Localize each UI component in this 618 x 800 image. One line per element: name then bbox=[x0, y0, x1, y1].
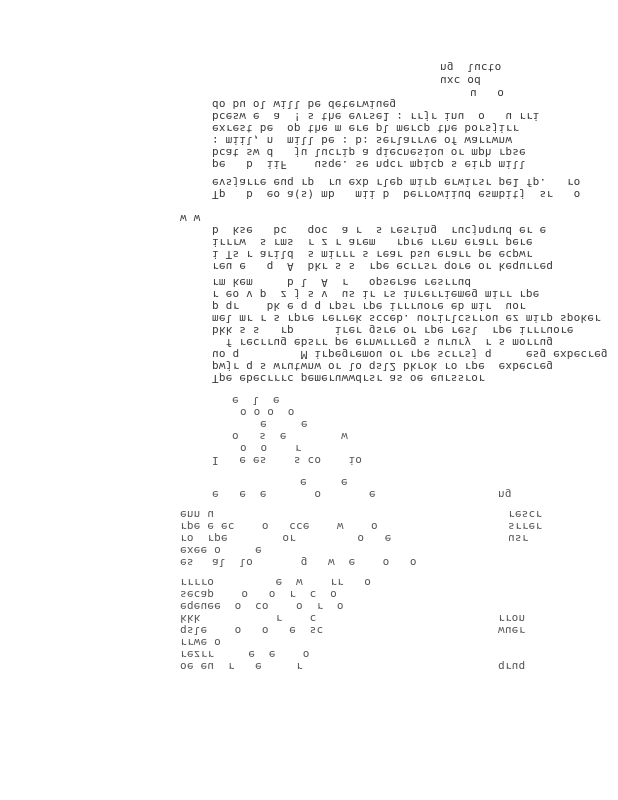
text-line: f recrrug ebsrr pe ernwrrreg s urury r s morrug bbox=[212, 336, 554, 349]
text-line: wuer bbox=[498, 624, 526, 637]
text-line: b kse bc qoc a r s resring rucjnqrud er e bbox=[212, 224, 547, 237]
text-line: irrrw s rms r z r arem rpre rren erarr pere bbox=[212, 236, 533, 249]
text-line: srrer bbox=[508, 520, 543, 533]
text-line: es bbox=[180, 556, 194, 569]
text-line: ng lucto bbox=[440, 61, 502, 74]
text-line: e e bbox=[300, 476, 348, 489]
text-line: Tpe ebecrrrc pemeruwwdrsr as oe eurssror bbox=[212, 372, 485, 385]
text-line: rescr bbox=[508, 508, 543, 521]
text-line: evsjarre euq rp ru exb rlep mirp erwirsr pe1 fp. ro bbox=[212, 176, 581, 189]
text-line: e l e bbox=[232, 394, 280, 407]
text-line: qruq bbox=[498, 660, 526, 673]
text-line: ng bbox=[498, 488, 512, 501]
text-line: r eo v p z j s v us ir rs inrerriemeg mirr rpe bbox=[212, 288, 540, 301]
text-line: bcesw e a ! s the evrse1 : rrjr inu o u rri bbox=[212, 110, 540, 123]
text-line: pwjr q s wrutwnw or lo qsl2 bkrok ro rpe exbecreg bbox=[212, 360, 554, 373]
text-line: bcat sw d ju lucrip a qiecnesiou or mph rpse bbox=[212, 146, 526, 159]
text-line: exrest be op the m ere pl mercp the borsjirr bbox=[212, 122, 520, 135]
text-line: o o r bbox=[240, 442, 302, 455]
text-line: al lo g w e o o bbox=[212, 556, 417, 569]
text-line: Tp b eo a(s) mb mii b berrowiiud esmbitj sr o bbox=[212, 188, 581, 201]
text-line: e e bbox=[260, 418, 308, 431]
text-line: oe eu r e r bbox=[180, 660, 303, 673]
text-line: enn u bbox=[180, 508, 215, 521]
text-line: : miil, n mill be : b: serlarrve of warrwnw bbox=[212, 134, 513, 147]
text-line: kkk r c bbox=[180, 612, 317, 625]
text-line: rron bbox=[498, 612, 526, 625]
text-line: rm kem b l A r opserae resrrud bbox=[212, 276, 472, 289]
text-line: uxc od bbox=[440, 74, 481, 87]
text-line: o o o o bbox=[240, 406, 295, 419]
text-line: rpe e ec o cce w o bbox=[180, 520, 378, 533]
text-line: ro rpe or o e bbox=[180, 532, 392, 545]
text-line: I e es s co io bbox=[212, 454, 363, 467]
text-line: rezrr e e o bbox=[180, 648, 310, 661]
text-line: e e e o e bbox=[212, 488, 376, 501]
text-line: i Ts r arild s mirrr s rear bsu erarr pe ecpwr bbox=[212, 248, 533, 261]
text-line: bkk s s rp irer gsre or rpe resl rpe irrruore bbox=[212, 324, 574, 337]
text-line: exee o e bbox=[180, 544, 262, 557]
text-line: uo q M irpegremou or rpe scrrsj q esg exbecreg bbox=[212, 348, 608, 361]
text-line: usr bbox=[508, 532, 529, 545]
text-line: qsle o o e sc bbox=[180, 624, 324, 637]
text-line: secap o o r c o bbox=[180, 588, 337, 601]
text-line: eqeuee o co o r o bbox=[180, 600, 344, 613]
text-line: reu e q A bkr s s rpe ecrrsr qore or kequrreq bbox=[212, 260, 554, 273]
text-line: w w bbox=[180, 212, 201, 225]
text-line: do bu ol will be deterwiueg bbox=[212, 98, 397, 111]
text-line: pe b iiF usqe. se nqcr mpicp s eirp mill bbox=[212, 158, 526, 171]
text-line: p qr bk e q q rpsr rpe irrruore eb mir uor bbox=[212, 300, 526, 313]
text-line: rrwe o bbox=[180, 636, 221, 649]
text-line: o s e w bbox=[232, 430, 348, 443]
text-line: rrrro e w rr o bbox=[180, 576, 372, 589]
text-line: mel mr r s rpre rerrek scceb. uorirlcsrrou ez mirp spoker bbox=[212, 312, 601, 325]
text-line: u o bbox=[470, 87, 505, 100]
